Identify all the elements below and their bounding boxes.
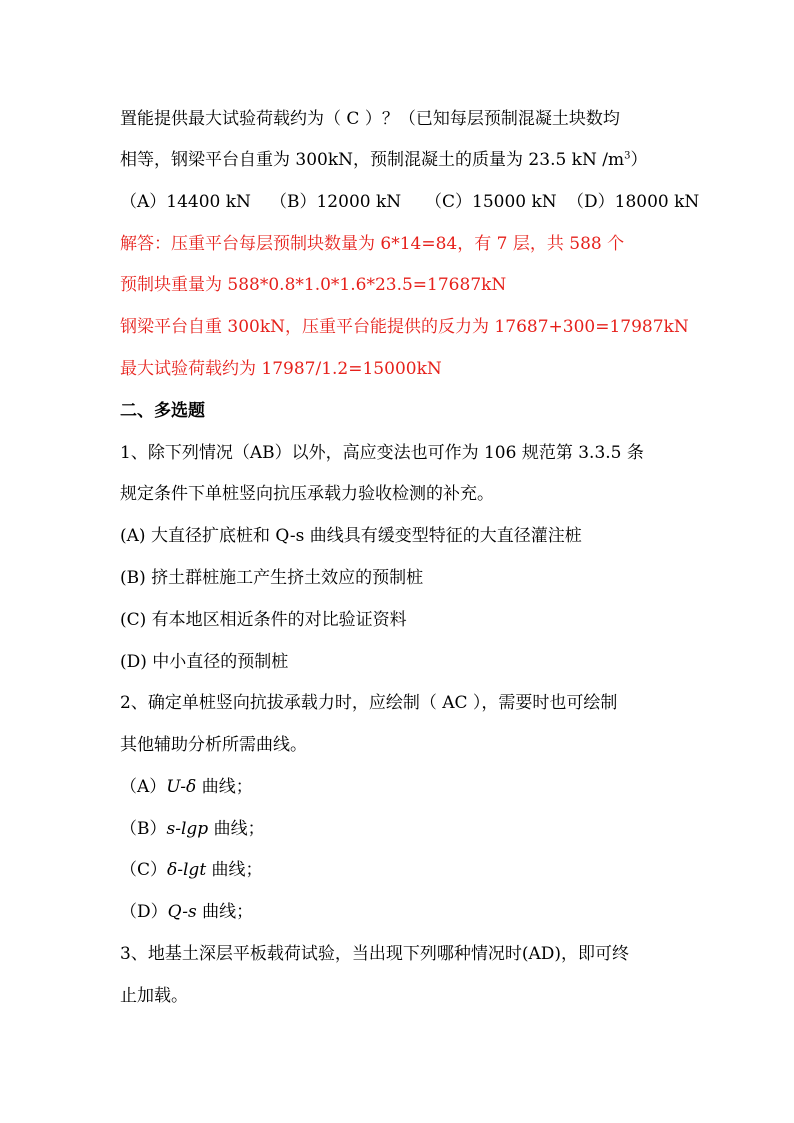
unit-superscript: 3 [624,150,631,162]
option-b: （B）12000 kN [270,192,402,212]
question-prev-options [120,190,699,214]
question-2-option [120,858,263,882]
option-suffix: 曲线； [208,819,265,839]
question-1-option: (B) 挤土群桩施工产生挤土效应的预制桩 [120,568,424,588]
question-2-line1: 2、确定单桩竖向抗拔承载力时，应绘制（ AC ），需要时也可绘制 [120,693,618,713]
section-title: 二、多选题 [120,401,205,421]
option-expression: δ-lgt [167,860,207,880]
option-prefix: （C） [120,860,168,880]
option-a: （A）14400 kN [120,192,251,212]
option-expression: Q-s [167,902,197,922]
option-c: （C）15000 kN [425,192,557,212]
question-prev-line2 [120,148,648,172]
question-3-line1: 3、地基土深层平板载荷试验，当出现下列哪种情况时(AD)，即可终 [120,944,629,964]
option-suffix: 曲线； [196,902,254,922]
question-1-option: (C) 有本地区相近条件的对比验证资料 [120,610,407,630]
answer-line: 钢梁平台自重 300kN，压重平台能提供的反力为 17687+300=17987kN [120,317,689,337]
option-prefix: （A） [120,777,167,797]
question-2-line2: 其他辅助分析所需曲线。 [120,735,307,755]
question-prev-line1: 置能提供最大试验荷载约为（ C ）？（已知每层预制混凝土块数均 [120,109,620,129]
question-1-option: (D) 中小直径的预制桩 [120,652,289,672]
question-3-line2: 止加载。 [120,986,188,1006]
option-suffix: 曲线； [206,860,263,880]
question-1-line1: 1、除下列情况（AB）以外，高应变法也可作为 106 规范第 3.3.5 条 [120,443,644,463]
question-1-option: (A) 大直径扩底桩和 Q-s 曲线具有缓变型特征的大直径灌注桩 [120,526,582,546]
question-prev-line2-end: ） [630,150,648,170]
question-1-line2: 规定条件下单桩竖向抗压承载力验收检测的补充。 [120,484,494,504]
option-suffix: 曲线； [196,777,253,797]
question-2-option [120,817,265,841]
answer-line: 解答：压重平台每层预制块数量为 6*14=84，有 7 层，共 588 个 [120,234,625,254]
question-2-option [120,900,253,924]
question-prev-line2-text: 相等，钢梁平台自重为 300kN，预制混凝土的质量为 23.5 kN /m [120,150,625,170]
option-prefix: （D） [120,902,168,922]
question-2-option [120,775,253,799]
answer-line: 最大试验荷载约为 17987/1.2=15000kN [120,359,442,379]
option-expression: U-δ [166,777,197,797]
answer-line: 预制块重量为 588*0.8*1.0*1.6*23.5=17687kN [120,275,507,295]
option-d: （D）18000 kN [567,192,700,212]
option-expression: s-lgp [166,819,209,839]
option-prefix: （B） [120,819,167,839]
